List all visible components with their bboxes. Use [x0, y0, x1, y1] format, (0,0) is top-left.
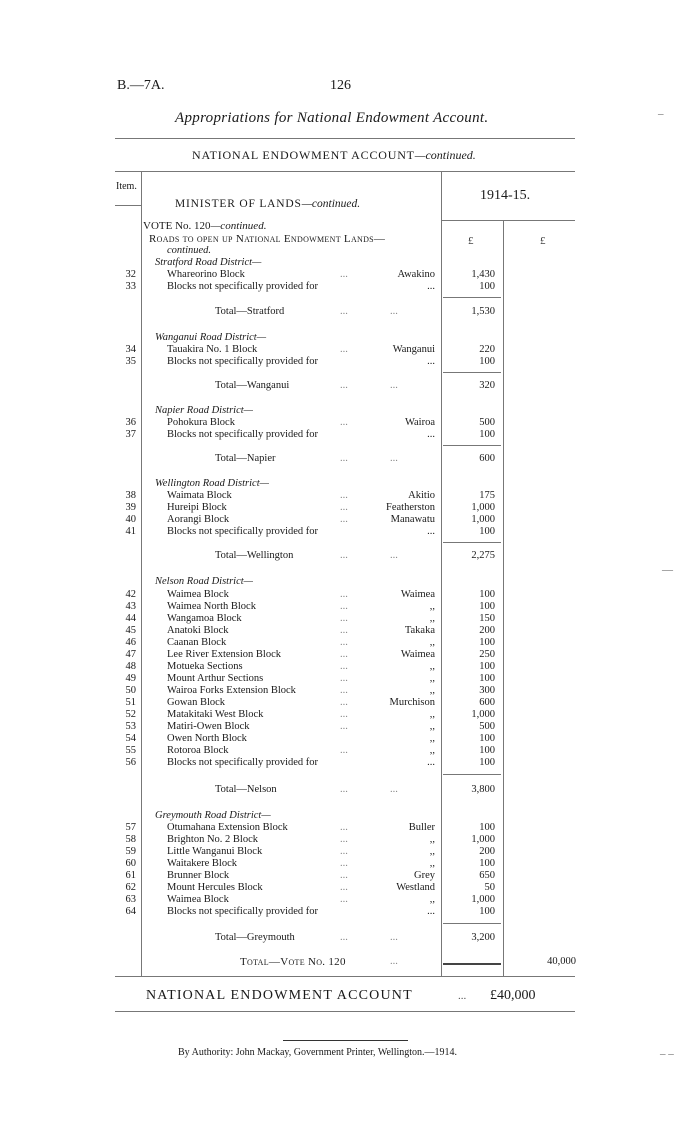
leader-dots: ... — [340, 745, 348, 756]
leader-dots: ... — [340, 834, 348, 845]
leader-dots: ... — [340, 613, 348, 624]
leader-dots: ... — [340, 514, 348, 525]
table-row — [0, 526, 700, 538]
subtotal-rule — [443, 542, 501, 543]
account-total-rule — [115, 1011, 575, 1012]
amount: 100 — [479, 822, 495, 833]
leader-dots: ... — [390, 380, 398, 391]
table-row — [0, 490, 700, 502]
amount: 100 — [479, 661, 495, 672]
place-name: Manawatu — [390, 514, 435, 525]
item-number: 61 — [125, 870, 136, 881]
table-row — [0, 858, 700, 870]
district-heading: Wanganui Road District— — [155, 332, 267, 343]
section-title — [192, 148, 476, 163]
table-row — [0, 429, 700, 441]
document-reference: B.—7A. — [117, 78, 165, 93]
table-row — [0, 733, 700, 745]
table-row — [0, 589, 700, 601]
block-name: Tauakira No. 1 Block — [167, 344, 258, 355]
amount: 1,000 — [471, 834, 495, 845]
block-name: Mount Arthur Sections — [167, 673, 264, 684]
subtotal-rule — [443, 297, 501, 298]
leader-dots: ... — [458, 990, 467, 1002]
account-total-amount: £40,000 — [490, 988, 536, 1003]
item-number: 54 — [125, 733, 136, 744]
block-name: Brunner Block — [167, 870, 230, 881]
amount: 150 — [479, 613, 495, 624]
block-name: Blocks not specifically provided for — [167, 906, 319, 917]
roads-heading-cont: continued. — [167, 245, 212, 256]
place-name: ,, — [429, 846, 435, 857]
amount: 1,000 — [471, 502, 495, 513]
leader-dots: ... — [340, 502, 348, 513]
place-name: ,, — [429, 613, 435, 624]
amount: 100 — [479, 601, 495, 612]
amount: 100 — [479, 281, 495, 292]
district-total-amount: 3,200 — [471, 932, 495, 943]
item-number: 51 — [125, 697, 136, 708]
amount: 300 — [479, 685, 495, 696]
table-row — [0, 601, 700, 613]
item-number: 44 — [125, 613, 136, 624]
subtotal-rule — [443, 372, 501, 373]
table-row — [0, 613, 700, 625]
place-name: ,, — [429, 745, 435, 756]
item-number: 45 — [125, 625, 136, 636]
block-name: Whareorino Block — [167, 269, 245, 280]
block-name: Wairoa Forks Extension Block — [167, 685, 296, 696]
table-row — [0, 709, 700, 721]
place-name: ,, — [429, 685, 435, 696]
leader-dots: ... — [340, 882, 348, 893]
district-total-label: Total—Wanganui — [215, 380, 290, 391]
amount: 100 — [479, 858, 495, 869]
place-name: ... — [427, 906, 435, 917]
page-title: Appropriations for National Endowment Account. — [175, 110, 489, 126]
item-number: 64 — [125, 906, 136, 917]
vote-heading — [143, 220, 266, 232]
place-name: ,, — [429, 733, 435, 744]
table-row — [0, 502, 700, 514]
subtotal-rule — [443, 445, 501, 446]
leader-dots: ... — [390, 453, 398, 464]
divider — [115, 138, 575, 139]
item-header-rule — [115, 205, 141, 206]
amount: 100 — [479, 745, 495, 756]
place-name: ... — [427, 526, 435, 537]
block-name: Otumahana Extension Block — [167, 822, 288, 833]
leader-dots: ... — [340, 784, 348, 795]
item-number: 43 — [125, 601, 136, 612]
item-number: 56 — [125, 757, 136, 768]
table-row — [0, 356, 700, 368]
item-number: 41 — [125, 526, 136, 537]
amount: 175 — [479, 490, 495, 501]
place-name: ,, — [429, 709, 435, 720]
block-name: Motueka Sections — [167, 661, 243, 672]
leader-dots: ... — [340, 649, 348, 660]
table-row — [0, 822, 700, 834]
district-heading: Greymouth Road District— — [155, 810, 271, 821]
amount: 100 — [479, 589, 495, 600]
table-row — [0, 846, 700, 858]
margin-mark: — — [662, 564, 673, 576]
district-total-label: Total—Nelson — [215, 784, 277, 795]
block-name: Little Wanganui Block — [167, 846, 263, 857]
year-column-header: 1914-15. — [480, 188, 531, 203]
table-row — [0, 344, 700, 356]
leader-dots: ... — [340, 550, 348, 561]
place-name: Takaka — [404, 625, 435, 636]
block-name: Waitakere Block — [167, 858, 237, 869]
block-name: Waimea North Block — [167, 601, 256, 612]
leader-dots: ... — [340, 490, 348, 501]
table-row — [0, 870, 700, 882]
block-name: Pohokura Block — [167, 417, 235, 428]
amount: 100 — [479, 757, 495, 768]
roads-heading: Roads to open up National Endowment Lands— — [149, 233, 386, 245]
district-total-label: Total—Greymouth — [215, 932, 295, 943]
block-name: Blocks not specifically provided for — [167, 356, 319, 367]
place-name: ... — [427, 757, 435, 768]
amount: 1,000 — [471, 709, 495, 720]
section-title-text: NATIONAL ENDOWMENT ACCOUNT — [192, 148, 415, 162]
block-name: Rotoroa Block — [167, 745, 229, 756]
table-bottom-rule — [115, 976, 575, 977]
place-name: Waimea — [400, 649, 435, 660]
amount: 220 — [479, 344, 495, 355]
footer-rule — [283, 1040, 408, 1041]
amount: 100 — [479, 356, 495, 367]
district-total-amount: 3,800 — [471, 784, 495, 795]
item-number: 53 — [125, 721, 136, 732]
item-number: 49 — [125, 673, 136, 684]
block-name: Blocks not specifically provided for — [167, 526, 319, 537]
place-name: ,, — [429, 834, 435, 845]
leader-dots: ... — [340, 721, 348, 732]
place-name: ,, — [429, 601, 435, 612]
item-number: 55 — [125, 745, 136, 756]
place-name: Grey — [414, 870, 435, 881]
ministry-name: MINISTER OF LANDS — [175, 198, 302, 210]
item-number: 50 — [125, 685, 136, 696]
amount: 1,000 — [471, 514, 495, 525]
place-name: ,, — [429, 673, 435, 684]
currency-symbol-col1: £ — [468, 235, 474, 247]
place-name: ,, — [429, 894, 435, 905]
place-name: ,, — [429, 637, 435, 648]
block-name: Blocks not specifically provided for — [167, 281, 319, 292]
ministry-heading — [175, 198, 360, 210]
leader-dots: ... — [390, 306, 398, 317]
item-number: 52 — [125, 709, 136, 720]
item-number: 40 — [125, 514, 136, 525]
place-name: Westland — [396, 882, 435, 893]
table-row — [0, 721, 700, 733]
item-number: 42 — [125, 589, 136, 600]
block-name: Blocks not specifically provided for — [167, 429, 319, 440]
table-top-rule — [115, 171, 575, 172]
printer-imprint: By Authority: John Mackay, Government Printer, Wellington.—1914. — [178, 1047, 458, 1058]
leader-dots: ... — [340, 822, 348, 833]
amount: 100 — [479, 526, 495, 537]
item-number: 34 — [125, 344, 136, 355]
table-row — [0, 649, 700, 661]
district-total-amount: 2,275 — [471, 550, 495, 561]
district-total-amount: 600 — [479, 453, 495, 464]
item-number: 60 — [125, 858, 136, 869]
district-heading: Stratford Road District— — [155, 257, 262, 268]
block-name: Caanan Block — [167, 637, 227, 648]
district-total-amount: 320 — [479, 380, 495, 391]
item-number: 33 — [125, 281, 136, 292]
table-row — [0, 834, 700, 846]
section-title-cont: —continued. — [414, 148, 476, 162]
item-number: 63 — [125, 894, 136, 905]
place-name: Awakino — [397, 269, 435, 280]
amount: 200 — [479, 846, 495, 857]
leader-dots: ... — [340, 453, 348, 464]
currency-symbol-col2: £ — [540, 235, 546, 247]
item-number: 37 — [125, 429, 136, 440]
leader-dots: ... — [340, 661, 348, 672]
leader-dots: ... — [340, 601, 348, 612]
item-number: 58 — [125, 834, 136, 845]
table-row — [0, 625, 700, 637]
block-name: Matiri-Owen Block — [167, 721, 250, 732]
place-name: ,, — [429, 661, 435, 672]
block-name: Blocks not specifically provided for — [167, 757, 319, 768]
table-row — [0, 894, 700, 906]
item-number: 35 — [125, 356, 136, 367]
vote-total-rule — [443, 963, 501, 965]
item-number: 57 — [125, 822, 136, 833]
block-name: Aorangi Block — [167, 514, 230, 525]
block-name: Matakitaki West Block — [167, 709, 264, 720]
item-number: 32 — [125, 269, 136, 280]
leader-dots: ... — [390, 784, 398, 795]
leader-dots: ... — [390, 932, 398, 943]
leader-dots: ... — [340, 870, 348, 881]
district-heading: Nelson Road District— — [155, 576, 254, 587]
place-name: Featherston — [386, 502, 435, 513]
table-row — [0, 685, 700, 697]
place-name: ... — [427, 281, 435, 292]
block-name: Wangamoa Block — [167, 613, 242, 624]
table-row — [0, 514, 700, 526]
amount: 200 — [479, 625, 495, 636]
place-name: Buller — [408, 822, 435, 833]
leader-dots: ... — [340, 685, 348, 696]
table-row — [0, 673, 700, 685]
leader-dots: ... — [340, 344, 348, 355]
district-heading: Napier Road District— — [155, 405, 254, 416]
block-name: Waimea Block — [167, 894, 229, 905]
table-row — [0, 697, 700, 709]
table-row — [0, 757, 700, 769]
item-number: 48 — [125, 661, 136, 672]
subtotal-rule — [443, 923, 501, 924]
item-column-header: Item. — [116, 181, 137, 192]
vote-total-label: Total—Vote No. 120 — [240, 956, 346, 968]
place-name: ,, — [429, 858, 435, 869]
amount: 1,430 — [471, 269, 495, 280]
item-number: 39 — [125, 502, 136, 513]
subtotal-rule — [443, 774, 501, 775]
leader-dots: ... — [390, 956, 398, 967]
place-name: ,, — [429, 721, 435, 732]
leader-dots: ... — [340, 269, 348, 280]
block-name: Hureipi Block — [167, 502, 227, 513]
leader-dots: ... — [340, 697, 348, 708]
block-name: Waimata Block — [167, 490, 232, 501]
leader-dots: ... — [340, 709, 348, 720]
leader-dots: ... — [340, 846, 348, 857]
leader-dots: ... — [340, 858, 348, 869]
leader-dots: ... — [340, 306, 348, 317]
place-name: Murchison — [389, 697, 435, 708]
block-name: Brighton No. 2 Block — [167, 834, 258, 845]
amount: 500 — [479, 721, 495, 732]
place-name: ... — [427, 356, 435, 367]
block-name: Owen North Block — [167, 733, 247, 744]
item-number: 46 — [125, 637, 136, 648]
vote-cont: —continued. — [210, 220, 267, 232]
vote-label: VOTE No. 120 — [143, 220, 211, 232]
table-row — [0, 745, 700, 757]
place-name: Akitio — [408, 490, 435, 501]
amount: 100 — [479, 429, 495, 440]
table-row — [0, 269, 700, 281]
table-row — [0, 637, 700, 649]
leader-dots: ... — [340, 932, 348, 943]
account-total-label: NATIONAL ENDOWMENT ACCOUNT — [146, 988, 413, 1003]
item-number: 59 — [125, 846, 136, 857]
table-row — [0, 661, 700, 673]
leader-dots: ... — [340, 417, 348, 428]
place-name: ... — [427, 429, 435, 440]
amount: 250 — [479, 649, 495, 660]
block-name: Waimea Block — [167, 589, 229, 600]
place-name: Wanganui — [392, 344, 435, 355]
year-header-rule — [441, 220, 575, 221]
district-total-amount: 1,530 — [471, 306, 495, 317]
ministry-cont: —continued. — [301, 198, 361, 210]
item-number: 62 — [125, 882, 136, 893]
table-row — [0, 417, 700, 429]
amount: 100 — [479, 673, 495, 684]
block-name: Anatoki Block — [167, 625, 229, 636]
margin-mark: – – — [660, 1048, 674, 1060]
margin-mark: – — [658, 108, 664, 120]
leader-dots: ... — [340, 589, 348, 600]
item-number: 47 — [125, 649, 136, 660]
leader-dots: ... — [390, 550, 398, 561]
table-row — [0, 906, 700, 918]
district-heading: Wellington Road District— — [155, 478, 269, 489]
place-name: Wairoa — [404, 417, 435, 428]
vote-total-amount: 40,000 — [547, 956, 576, 967]
amount: 500 — [479, 417, 495, 428]
amount: 600 — [479, 697, 495, 708]
table-row — [0, 882, 700, 894]
leader-dots: ... — [340, 637, 348, 648]
block-name: Mount Hercules Block — [167, 882, 263, 893]
amount: 100 — [479, 637, 495, 648]
amount: 50 — [484, 882, 495, 893]
amount: 100 — [479, 733, 495, 744]
block-name: Gowan Block — [167, 697, 226, 708]
leader-dots: ... — [340, 625, 348, 636]
amount: 100 — [479, 906, 495, 917]
item-number: 38 — [125, 490, 136, 501]
amount: 1,000 — [471, 894, 495, 905]
district-total-label: Total—Napier — [215, 453, 276, 464]
table-row — [0, 281, 700, 293]
item-number: 36 — [125, 417, 136, 428]
leader-dots: ... — [340, 673, 348, 684]
place-name: Waimea — [400, 589, 435, 600]
district-total-label: Total—Wellington — [215, 550, 294, 561]
block-name: Lee River Extension Block — [167, 649, 282, 660]
leader-dots: ... — [340, 894, 348, 905]
leader-dots: ... — [340, 380, 348, 391]
amount: 650 — [479, 870, 495, 881]
district-total-label: Total—Stratford — [215, 306, 285, 317]
page-number: 126 — [330, 78, 351, 93]
